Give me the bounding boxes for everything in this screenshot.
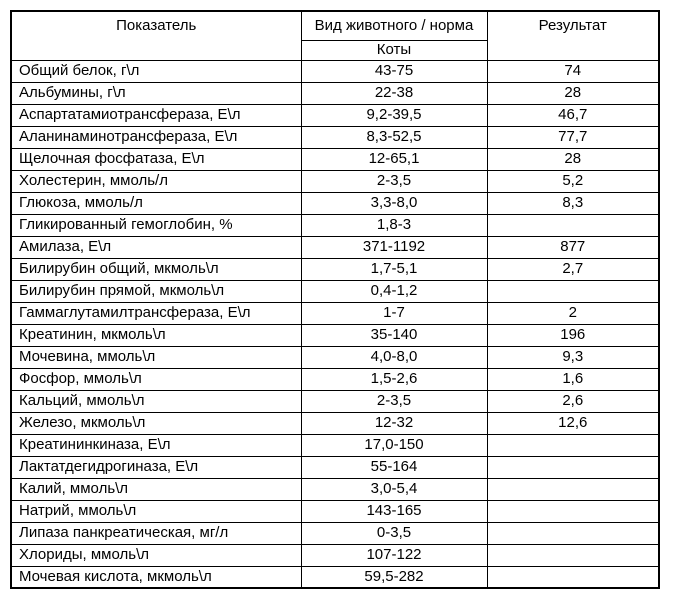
norm-cell: 8,3-52,5: [301, 126, 487, 148]
norm-cell: 1,5-2,6: [301, 368, 487, 390]
result-cell: 1,6: [487, 368, 659, 390]
header-row: [11, 11, 659, 40]
result-cell: 2: [487, 302, 659, 324]
table-row: [11, 478, 659, 500]
norm-cell: 3,3-8,0: [301, 192, 487, 214]
result-cell: 74: [487, 60, 659, 82]
norm-cell: 1-7: [301, 302, 487, 324]
parameter-cell: Глюкоза, ммоль/л: [11, 192, 301, 214]
parameter-cell: Амилаза, Е\л: [11, 236, 301, 258]
parameter-cell: Калий, ммоль\л: [11, 478, 301, 500]
parameter-cell: Лактатдегидрогиназа, Е\л: [11, 456, 301, 478]
table-row: [11, 368, 659, 390]
parameter-cell: Билирубин общий, мкмоль\л: [11, 258, 301, 280]
column-header-parameter: Показатель: [11, 11, 301, 60]
table-row: [11, 456, 659, 478]
parameter-cell: Билирубин прямой, мкмоль\л: [11, 280, 301, 302]
parameter-cell: Аланинаминотрансфераза, Е\л: [11, 126, 301, 148]
table-row: [11, 390, 659, 412]
table-body: [11, 60, 659, 588]
norm-cell: 22-38: [301, 82, 487, 104]
result-cell: [487, 544, 659, 566]
parameter-cell: Холестерин, ммоль/л: [11, 170, 301, 192]
lab-results-table: [10, 10, 660, 589]
result-cell: 2,6: [487, 390, 659, 412]
result-cell: [487, 566, 659, 588]
table-row: [11, 280, 659, 302]
table-row: [11, 214, 659, 236]
result-cell: 2,7: [487, 258, 659, 280]
norm-cell: 12-32: [301, 412, 487, 434]
table-row: [11, 346, 659, 368]
result-cell: 196: [487, 324, 659, 346]
norm-cell: 0,4-1,2: [301, 280, 487, 302]
result-cell: [487, 500, 659, 522]
parameter-cell: Креатинин, мкмоль\л: [11, 324, 301, 346]
table-row: [11, 302, 659, 324]
table-row: [11, 500, 659, 522]
result-cell: 5,2: [487, 170, 659, 192]
table-row: [11, 192, 659, 214]
norm-cell: 12-65,1: [301, 148, 487, 170]
table-row: [11, 412, 659, 434]
result-cell: [487, 478, 659, 500]
parameter-cell: Гаммаглутамилтрансфераза, Е\л: [11, 302, 301, 324]
table-row: [11, 104, 659, 126]
parameter-cell: Натрий, ммоль\л: [11, 500, 301, 522]
result-cell: [487, 522, 659, 544]
norm-cell: 2-3,5: [301, 170, 487, 192]
parameter-cell: Альбумины, г\л: [11, 82, 301, 104]
result-cell: 28: [487, 82, 659, 104]
table-row: [11, 148, 659, 170]
norm-cell: 35-140: [301, 324, 487, 346]
result-cell: [487, 280, 659, 302]
result-cell: 28: [487, 148, 659, 170]
norm-cell: 2-3,5: [301, 390, 487, 412]
column-header-animal-norm: Вид животного / норма: [301, 11, 487, 40]
result-cell: [487, 456, 659, 478]
table-row: [11, 434, 659, 456]
result-cell: [487, 214, 659, 236]
column-header-result: Результат: [487, 11, 659, 60]
table-header: [11, 11, 659, 60]
norm-cell: 55-164: [301, 456, 487, 478]
parameter-cell: Кальций, ммоль\л: [11, 390, 301, 412]
table-row: [11, 566, 659, 588]
result-cell: 12,6: [487, 412, 659, 434]
result-cell: [487, 434, 659, 456]
table-row: [11, 170, 659, 192]
result-cell: 46,7: [487, 104, 659, 126]
parameter-cell: Липаза панкреатическая, мг/л: [11, 522, 301, 544]
parameter-cell: Мочевина, ммоль\л: [11, 346, 301, 368]
table-row: [11, 544, 659, 566]
parameter-cell: Хлориды, ммоль\л: [11, 544, 301, 566]
table-row: [11, 258, 659, 280]
parameter-cell: Общий белок, г\л: [11, 60, 301, 82]
table-row: [11, 82, 659, 104]
column-subheader-cats: Коты: [301, 40, 487, 60]
parameter-cell: Фосфор, ммоль\л: [11, 368, 301, 390]
norm-cell: 0-3,5: [301, 522, 487, 544]
result-cell: 8,3: [487, 192, 659, 214]
norm-cell: 143-165: [301, 500, 487, 522]
parameter-cell: Щелочная фосфатаза, Е\л: [11, 148, 301, 170]
norm-cell: 9,2-39,5: [301, 104, 487, 126]
norm-cell: 1,8-3: [301, 214, 487, 236]
parameter-cell: Гликированный гемоглобин, %: [11, 214, 301, 236]
norm-cell: 1,7-5,1: [301, 258, 487, 280]
norm-cell: 43-75: [301, 60, 487, 82]
result-cell: 77,7: [487, 126, 659, 148]
parameter-cell: Мочевая кислота, мкмоль\л: [11, 566, 301, 588]
table-row: [11, 126, 659, 148]
parameter-cell: Аспартатамиотрансфераза, Е\л: [11, 104, 301, 126]
result-cell: 9,3: [487, 346, 659, 368]
table-row: [11, 60, 659, 82]
norm-cell: 59,5-282: [301, 566, 487, 588]
norm-cell: 3,0-5,4: [301, 478, 487, 500]
table-row: [11, 522, 659, 544]
result-cell: 877: [487, 236, 659, 258]
norm-cell: 371-1192: [301, 236, 487, 258]
table-row: [11, 236, 659, 258]
parameter-cell: Креатининкиназа, Е\л: [11, 434, 301, 456]
norm-cell: 4,0-8,0: [301, 346, 487, 368]
table-row: [11, 324, 659, 346]
norm-cell: 17,0-150: [301, 434, 487, 456]
parameter-cell: Железо, мкмоль\л: [11, 412, 301, 434]
norm-cell: 107-122: [301, 544, 487, 566]
